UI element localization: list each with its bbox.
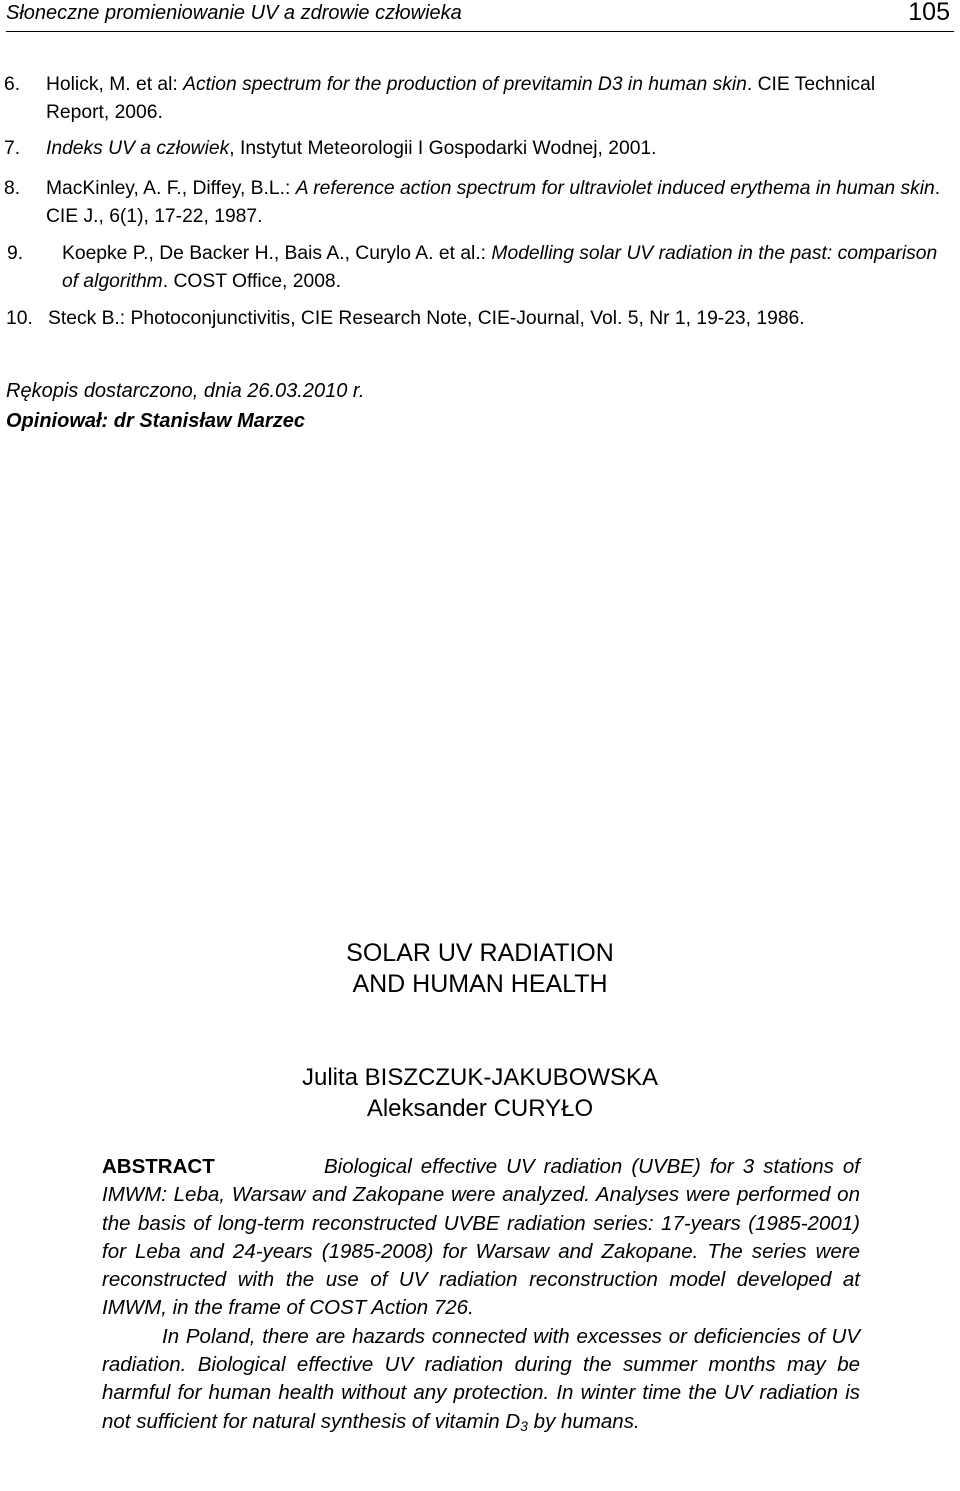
abstract-paragraph-1: Biological effective UV radiation (UVBE) for 3 stations of IMWM: Leba, Warsaw and Zakopane were analyzed. Analyses were performed on the basis of long-term reconstructed UVBE radiation series: 17-years (1985-2001) for Leba and 24-years (1985-2008) for Warsaw and Zakopane. The series were reconstructed with the use of UV radiation reconstruction model developed at IMWM, in the frame of COST Action 726.: [102, 1155, 860, 1320]
manuscript-received-date: Rękopis dostarczono, dnia 26.03.2010 r.: [6, 380, 365, 402]
reference-title: Indeks UV a człowiek: [46, 138, 230, 159]
author-2: Aleksander CURYŁO: [366, 1095, 594, 1122]
reference-item: [4, 71, 906, 127]
english-title-line-2: AND HUMAN HEALTH: [352, 970, 608, 998]
reference-item: [4, 135, 926, 163]
reference-number: 10.: [6, 308, 33, 329]
reference-title: Action spectrum for the production of previtamin D3 in human skin: [183, 74, 747, 95]
running-header: [6, 0, 954, 32]
reference-number: 8.: [4, 178, 21, 199]
reference-authors: MacKinley, A. F., Diffey, B.L.:: [46, 178, 296, 199]
reference-item: [4, 175, 941, 231]
reference-authors: Steck B.: Photoconjunctivitis, CIE Research Note, CIE-Journal, Vol. 5, Nr 1, 19-23, 1986.: [48, 308, 805, 329]
reference-number: 9.: [7, 243, 24, 264]
reference-source: . COST Office, 2008.: [162, 271, 342, 292]
reference-title: Modelling solar UV radiation in the past: comparison of algorithm: [62, 243, 938, 292]
page-number: 105: [908, 0, 950, 26]
abstract: [102, 1153, 860, 1436]
english-title-line-1: SOLAR UV RADIATION: [346, 939, 614, 967]
reference-item: [6, 305, 958, 333]
reference-title: A reference action spectrum for ultraviolet induced erythema in human skin: [295, 178, 935, 199]
abstract-paragraph-2: In Poland, there are hazards connected with excesses or deficiencies of UV radiation. Biological effective UV radiation during the summer months may be harmful for human health without any protection. In winter time the UV radiation is not sufficient for natural synthesis of vitamin D: [102, 1324, 860, 1433]
author-1: Julita BISZCZUK-JAKUBOWSKA: [301, 1064, 659, 1091]
reference-source: , Instytut Meteorologii I Gospodarki Wodnej, 2001.: [229, 138, 657, 159]
abstract-paragraph-2-end: by humans.: [527, 1409, 640, 1433]
reference-source: . CIE Technical Report, 2006.: [46, 74, 876, 123]
reviewer-line: Opiniował: dr Stanisław Marzec: [6, 410, 305, 432]
abstract-heading: ABSTRACT: [102, 1155, 215, 1178]
reference-source: . CIE J., 6(1), 17-22, 1987.: [46, 178, 941, 227]
reference-number: 6.: [4, 74, 21, 95]
reference-authors: Holick, M. et al:: [46, 74, 184, 95]
reference-number: 7.: [4, 138, 21, 159]
reference-authors: Koepke P., De Backer H., Bais A., Curylo A. et al.:: [62, 243, 492, 264]
running-title: Słoneczne promieniowanie UV a zdrowie człowieka: [6, 2, 462, 24]
reference-item: [7, 240, 942, 296]
subscript: 3: [520, 1417, 528, 1434]
